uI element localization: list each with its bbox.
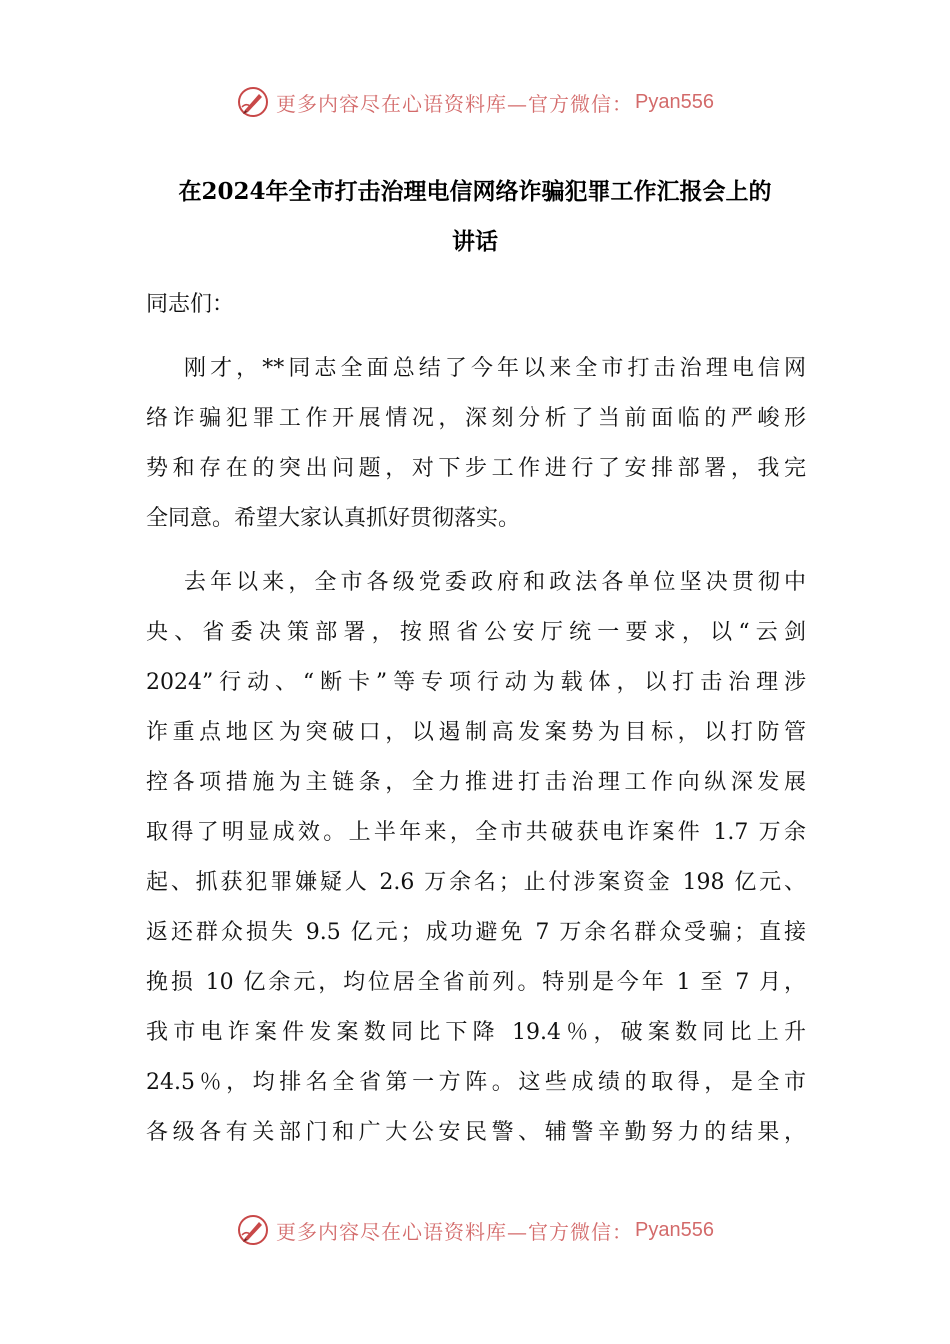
paragraph-line: 央、省委决策部署，按照省公安厅统一要求，以“云剑 bbox=[146, 620, 806, 645]
paragraph-line: 24.5％，均排名全省第一方阵。这些成绩的取得，是全市 bbox=[146, 1070, 806, 1095]
paragraph-line: 全同意。希望大家认真抓好贯彻落实。 bbox=[146, 506, 521, 531]
watermark-footer bbox=[0, 1210, 950, 1250]
watermark-wechat-id: Pyan556 bbox=[635, 1218, 714, 1241]
salutation: 同志们： bbox=[146, 292, 235, 317]
paragraph-line: 络诈骗犯罪工作开展情况，深刻分析了当前面临的严峻形 bbox=[146, 406, 806, 431]
paragraph-line: 各级各有关部门和广大公安民警、辅警辛勤努力的结果， bbox=[146, 1120, 806, 1145]
pen-logo-icon bbox=[236, 1213, 270, 1247]
paragraph-line: 刚才，**同志全面总结了今年以来全市打击治理电信网 bbox=[184, 356, 806, 381]
paragraph-line: 控各项措施为主链条，全力推进打击治理工作向纵深发展 bbox=[146, 770, 806, 795]
paragraph-line: 起、抓获犯罪嫌疑人 2.6 万余名；止付涉案资金 198 亿元、 bbox=[146, 870, 806, 895]
paragraph-line: 挽损 10 亿余元，均位居全省前列。特别是今年 1 至 7 月， bbox=[146, 970, 806, 995]
watermark-header bbox=[0, 82, 950, 122]
paragraph-line: 我市电诈案件发案数同比下降 19.4％，破案数同比上升 bbox=[146, 1020, 806, 1045]
paragraph-line: 2024”行动、“断卡”等专项行动为载体，以打击治理涉 bbox=[146, 670, 806, 695]
watermark-text: 更多内容尽在心语资料库—官方微信： bbox=[276, 91, 634, 116]
paragraph-line: 诈重点地区为突破口，以遏制高发案势为目标，以打防管 bbox=[146, 720, 806, 745]
watermark-text: 更多内容尽在心语资料库—官方微信： bbox=[276, 1219, 634, 1244]
document-title-line-1: 在2024年全市打击治理电信网络诈骗犯罪工作汇报会上的 bbox=[178, 178, 772, 205]
paragraph-line: 取得了明显成效。上半年来，全市共破获电诈案件 1.7 万余 bbox=[146, 820, 806, 845]
paragraph-line: 返还群众损失 9.5 亿元；成功避免 7 万余名群众受骗；直接 bbox=[146, 920, 806, 945]
paragraph-line: 势和存在的突出问题，对下步工作进行了安排部署，我完 bbox=[146, 456, 806, 481]
watermark-wechat-id: Pyan556 bbox=[635, 90, 714, 113]
pen-logo-icon bbox=[236, 85, 270, 119]
paragraph-line: 去年以来，全市各级党委政府和政法各单位坚决贯彻中 bbox=[184, 570, 806, 595]
document-title-line-2: 讲话 bbox=[452, 228, 498, 255]
